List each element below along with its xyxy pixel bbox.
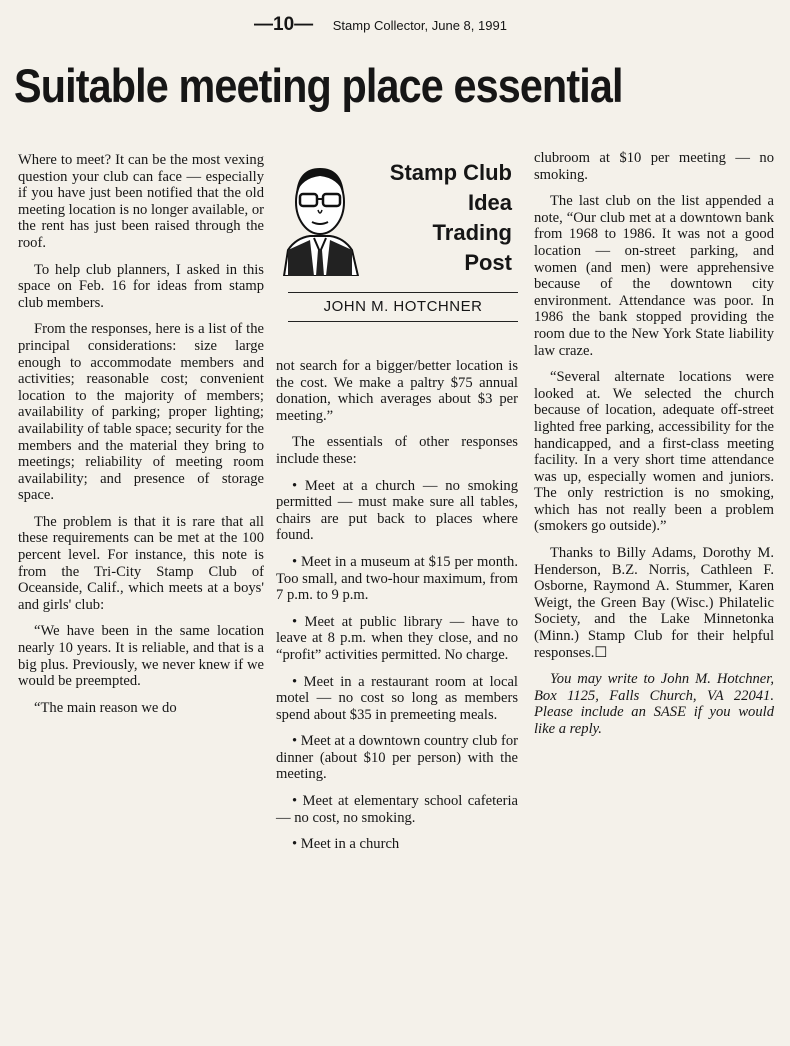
author-contact-note: You may write to John M. Hotchner, Box 1125, Falls Church, VA 22041. Please include an SASE if you would like a reply. (534, 671, 774, 737)
paragraph: The problem is that it is rare that all these requirements can be met at the 100 percent level. For instance, this note is from the Tri-City Stamp Club of Oceanside, Calif., which meets at a boys' and girls' club: (18, 513, 264, 613)
article-column-1 (18, 152, 264, 726)
column-title-line: Post (464, 250, 512, 275)
list-item: • Meet in a restaurant room at local motel — no cost so long as members spend about $35 in premeeting meals. (276, 673, 518, 723)
column-title-line: Idea (467, 190, 512, 215)
paragraph: “The main reason we do (34, 699, 177, 716)
column-logo (274, 148, 522, 344)
page-folio (254, 14, 594, 36)
page-number: —10— (254, 14, 314, 35)
column-title (352, 158, 512, 278)
author-byline: JOHN M. HOTCHNER (288, 292, 518, 322)
article-headline: Suitable meeting place essential (14, 59, 623, 112)
publication-date: Stamp Collector, June 8, 1991 (332, 18, 507, 33)
article-column-3 (534, 150, 774, 748)
list-item: • Meet at public library — have to leave at 8 p.m. when they close, and no “profit” activities permitted. No charge. (276, 613, 518, 663)
paragraph: From the responses, here is a list of the principal considerations: size large enough to accommodate members and activities; reasonable cost; convenient location to the majority of members; availability of parking; proper lighting; availability of table space; security for the members and the material they bring to meetings; reliability of meeting room availability; and presence of storage space. (18, 321, 264, 504)
acknowledgements: Thanks to Billy Adams, Dorothy M. Henderson, B.Z. Norris, Cathleen F. Osborne, Raymond A. Stummer, Karen Weigt, the Green Bay (Wisc.) Philatelic Society, and the Lake Minnetonka (Minn.) Stamp Club for their helpful responses.☐ (534, 545, 774, 661)
paragraph: To help club planners, I asked in this space on Feb. 16 for ideas from stamp club members. (18, 261, 264, 311)
paragraph: clubroom at $10 per meeting — no smoking. (534, 150, 774, 183)
paragraph: The essentials of other responses include these: (276, 434, 518, 467)
list-item: • Meet at a church — no smoking permitted — must make sure all tables, chairs are put back to places where found. (276, 477, 518, 544)
paragraph: “Several alternate locations were looked at. We selected the church because of location, adequate off-street lighted free parking, accessibility for the handicapped, and a first-class meeting facility. In a very short time attendance was up, especially women and juniors. The only restriction is no smoking, which has not really been a problem (smokers go outside).” (534, 369, 774, 535)
paragraph: Where to meet? It can be the most vexing question your club can face — especially if you have just been notified that the old meeting location is no longer available, or the rent has just been raised through the roof. (18, 152, 264, 251)
column-title-line: Trading (432, 220, 512, 245)
column-title-line: Stamp Club (389, 160, 512, 185)
paragraph: The last club on the list appended a note, “Our club met at a downtown bank from 1968 to 1986. It was not a good location — on-street parking, and women (and men) were apprehensive because of the downtown city environment. Attendance was poor. In 1986 the bank stopped providing the room due to the New York State liability law craze. (534, 193, 774, 359)
list-item: • Meet in a church (292, 836, 400, 853)
paragraph: not search for a bigger/better location is the cost. We make a paltry $75 annual donation, which averages about $3 per meeting.” (276, 358, 518, 424)
list-item: • Meet at a downtown country club for dinner (about $10 per person) with the meeting. (276, 733, 518, 783)
article-column-2 (276, 358, 518, 863)
list-item: • Meet in a museum at $15 per month. Too small, and two-hour maximum, from 7 p.m. to 9 p.m. (276, 553, 518, 604)
list-item: • Meet at elementary school cafeteria — no cost, no smoking. (276, 793, 518, 826)
paragraph: “We have been in the same location nearly 10 years. It is reliable, and that is a big plus. Previously, we never knew if we would be preempted. (18, 623, 264, 690)
